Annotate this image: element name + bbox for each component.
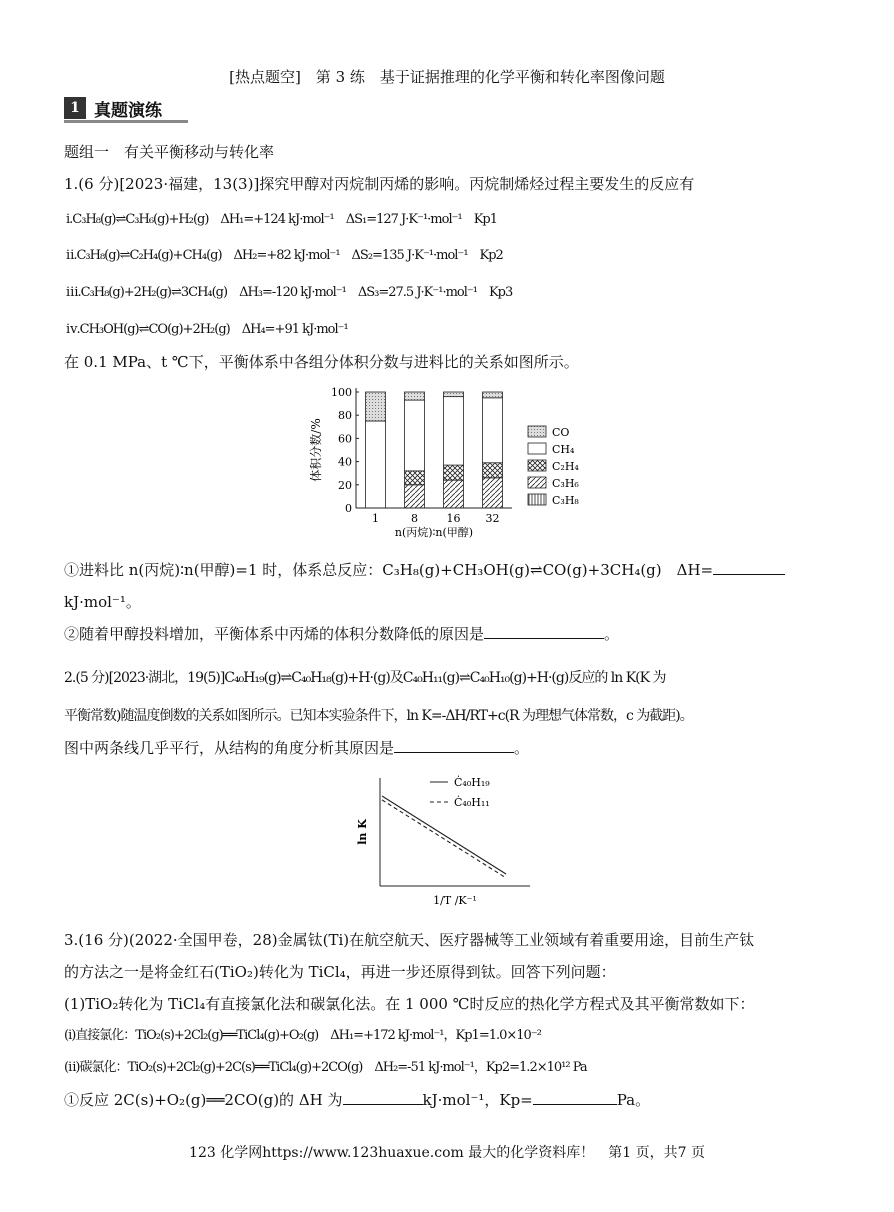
q1-reaction-4: ⅳ.CH₃OH(g)⇌CO(g)+2H₂(g) ΔH₄=+91 kJ·mol⁻¹ xyxy=(66,322,348,337)
legend-swatch xyxy=(528,494,546,505)
q3-line-2: 的方法之一是将金红石(TiO₂)转化为 TiCl₄，再进一步还原得到钛。回答下列问题： xyxy=(64,963,616,981)
answer-blank-kp[interactable] xyxy=(533,1090,617,1105)
section-badge: 1 xyxy=(64,97,86,119)
legend-label: Ċ₄₀H₁₉ xyxy=(454,776,490,789)
bar-segment xyxy=(405,485,425,508)
x-tick-label: 16 xyxy=(446,512,461,525)
answer-blank-dh2[interactable] xyxy=(343,1090,423,1105)
q1-sub2-label: ②随着甲醇投料增加，平衡体系中丙烯的体积分数降低的原因是 xyxy=(64,625,485,643)
q2-line-3-end: 。 xyxy=(514,739,530,757)
legend-label: C₃H₈ xyxy=(552,494,579,507)
legend-label: Ċ₄₀H₁₁ xyxy=(454,796,490,809)
y-tick-label: 40 xyxy=(338,455,352,469)
q1-sub1-label: ①进料比 n(丙烷)∶n(甲醇)=1 时，体系总反应：C₃H₈(g)+CH₃OH(g)⇌CO(g)+3CH₄(g) ΔH= xyxy=(64,561,714,579)
q1-sub1-unit: kJ·mol⁻¹。 xyxy=(64,593,141,611)
q1-sub1-text xyxy=(64,560,785,580)
q1-sub2-text xyxy=(64,624,619,644)
q3-line-6-label: ①反应 2C(s)+O₂(g)══2CO(g)的 ΔH 为 xyxy=(64,1091,343,1109)
legend-swatch xyxy=(528,460,546,471)
q1-reaction-3: ⅲ.C₃H₈(g)+2H₂(g)⇌3CH₄(g) ΔH₃=-120 kJ·mol⁻¹ ΔS₃=27.5 J·K⁻¹·mol⁻¹ Kp3 xyxy=(66,285,513,300)
group-title: 题组一 有关平衡移动与转化率 xyxy=(64,143,275,161)
x-tick-label: 32 xyxy=(485,512,500,525)
answer-blank-structure[interactable] xyxy=(394,738,514,753)
section-heading xyxy=(64,96,162,120)
q2-line-3-label: 图中两条线几乎平行，从结构的角度分析其原因是 xyxy=(64,739,395,757)
bar-segment xyxy=(405,471,425,485)
bar-segment xyxy=(366,421,386,508)
page-title: [热点题空] 第 3 练 基于证据推理的化学平衡和转化率图像问题 xyxy=(229,68,665,86)
legend-label: C₃H₆ xyxy=(552,477,579,490)
q3-line-6-end: Pa。 xyxy=(616,1091,651,1109)
legend-label: CO xyxy=(552,426,570,439)
q1-sub2-end: 。 xyxy=(604,625,620,643)
q3-line-4: (ⅰ)直接氯化：TiO₂(s)+2Cl₂(g)══TiCl₄(g)+O₂(g) ΔH₁=+172 kJ·mol⁻¹，Kp1=1.0×10⁻² xyxy=(64,1028,541,1043)
bar-segment xyxy=(444,480,464,508)
bar-segment xyxy=(366,392,386,421)
q1-reaction-2: ⅱ.C₃H₈(g)⇌C₂H₄(g)+CH₄(g) ΔH₂=+82 kJ·mol⁻¹ ΔS₂=135 J·K⁻¹·mol⁻¹ Kp2 xyxy=(66,248,503,263)
bar-segment xyxy=(444,397,464,465)
legend-label: C₂H₄ xyxy=(552,460,579,473)
y-axis-label: 体积分数/% xyxy=(309,418,323,482)
bar-segment xyxy=(444,465,464,480)
section-underline xyxy=(64,120,188,123)
answer-blank-reason[interactable] xyxy=(484,624,604,639)
q3-line-6-unit: kJ·mol⁻¹，Kp= xyxy=(422,1091,533,1109)
q3-line-1: 3.(16 分)(2022·全国甲卷，28)金属钛(Ti)在航空航天、医疗器械等工业领域有着重要用途，目前生产钛 xyxy=(64,931,755,949)
x-tick-label: 1 xyxy=(372,512,379,525)
y-tick-label: 60 xyxy=(338,432,352,446)
y-axis-label: ln K xyxy=(356,819,369,845)
legend-swatch xyxy=(528,477,546,488)
bar-segment xyxy=(483,478,503,508)
answer-blank-dh[interactable] xyxy=(713,560,785,575)
bar-segment xyxy=(483,392,503,398)
y-tick-label: 80 xyxy=(338,409,352,423)
q1-condition: 在 0.1 MPa、t ℃下，平衡体系中各组分体积分数与进料比的关系如图所示。 xyxy=(64,353,579,371)
figure-lnk xyxy=(350,768,550,918)
q3-line-5: (ⅱ)碳氯化：TiO₂(s)+2Cl₂(g)+2C(s)══TiCl₄(g)+2CO(g) ΔH₂=-51 kJ·mol⁻¹，Kp2=1.2×10¹² Pa xyxy=(64,1060,587,1075)
x-tick-label: 8 xyxy=(411,512,418,525)
q3-line-6 xyxy=(64,1090,650,1110)
legend-swatch xyxy=(528,443,546,454)
q2-line-1: 2.(5 分)[2023·湖北，19(5)]C₄₀H₁₉(g)⇌C₄₀H₁₈(g)+H·(g)及C₄₀H₁₁(g)⇌C₄₀H₁₀(g)+H·(g)反应的 ln K(K 为 xyxy=(64,670,666,686)
legend-label: CH₄ xyxy=(552,443,575,456)
q3-line-3: (1)TiO₂转化为 TiCl₄有直接氯化法和碳氯化法。在 1 000 ℃时反应的热化学方程式及其平衡常数如下： xyxy=(64,995,755,1013)
bar-segment xyxy=(483,463,503,478)
y-tick-label: 0 xyxy=(345,502,352,515)
legend-swatch xyxy=(528,426,546,437)
page-footer: 123 化学网https://www.123huaxue.com 最大的化学资料库！ 第1 页，共7 页 xyxy=(189,1145,705,1161)
bar-segment xyxy=(483,398,503,463)
bar-segment xyxy=(405,392,425,400)
series-line xyxy=(382,800,506,878)
q1-reaction-1: ⅰ.C₃H₈(g)⇌C₃H₆(g)+H₂(g) ΔH₁=+124 kJ·mol⁻¹ ΔS₁=127 J·K⁻¹·mol⁻¹ Kp1 xyxy=(66,212,497,227)
y-tick-label: 100 xyxy=(331,386,352,399)
bar-segment xyxy=(444,392,464,397)
x-axis-label: n(丙烷)∶n(甲醇) xyxy=(394,526,474,538)
line-chart xyxy=(350,768,550,918)
figure-volume-fraction xyxy=(300,378,600,538)
q2-line-3 xyxy=(64,738,529,758)
section-title: 真题演练 xyxy=(94,100,162,121)
q2-line-2: 平衡常数)随温度倒数的关系如图所示。已知本实验条件下，ln K=-ΔH/RT+c(R 为理想气体常数，c 为截距)。 xyxy=(64,708,693,724)
bar-segment xyxy=(405,400,425,471)
stacked-bar-chart xyxy=(300,378,600,538)
x-axis-label: 1/T /K⁻¹ xyxy=(433,894,477,907)
q1-stem: 1.(6 分)[2023·福建，13(3)]探究甲醇对丙烷制丙烯的影响。丙烷制烯烃过程主要发生的反应有 xyxy=(64,175,695,193)
y-tick-label: 20 xyxy=(338,478,352,492)
